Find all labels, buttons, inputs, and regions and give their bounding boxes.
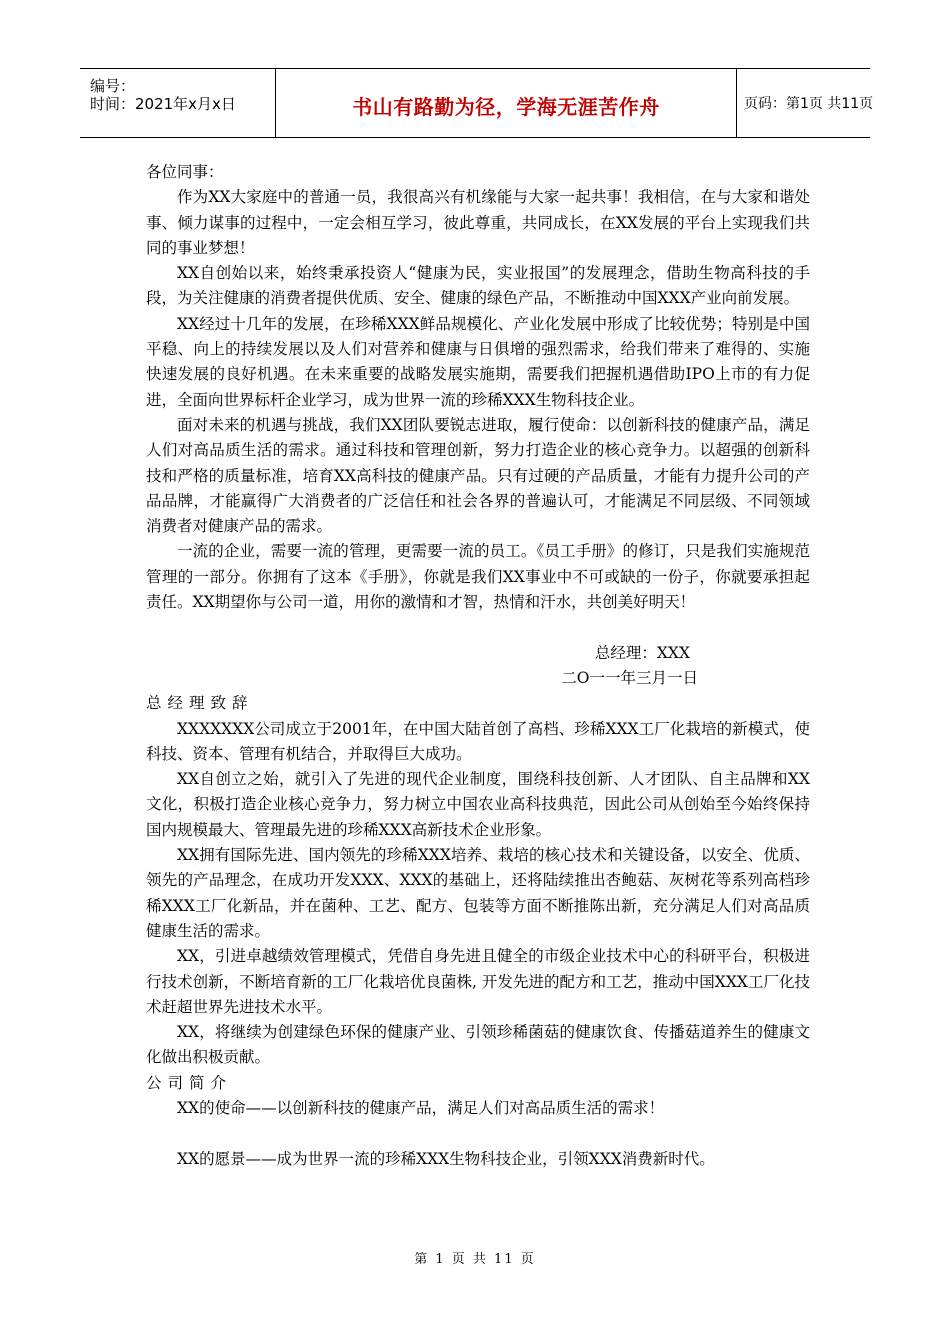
letter-paragraph: 面对未来的机遇与挑战，我们XX团队要锐志进取，履行使命：以创新科技的健康产品，满足人们对高品质生活的需求。通过科技和管理创新，努力打造企业的核心竞争力。以超强的创新科技和严格的质量标准，培育XX高科技的健康产品。只有过硬的产品质量，才能有力提升公司的产品品牌，才能赢得广大消费者的广泛信任和社会各界的普遍认可，才能满足不同层级、不同领域消费者对健康产品的需求。 bbox=[146, 415, 810, 536]
speech-paragraph: XX，引进卓越绩效管理模式，凭借自身先进且健全的市级企业技术中心的科研平台，积极进行技术创新，不断培育新的工厂化栽培优良菌株, 开发先进的配方和工艺，推动中国XXX工厂化技术赶超世界先进技术水平。 bbox=[146, 947, 810, 1016]
speech-paragraph: XXXXXXX公司成立于2001年，在中国大陆首创了高档、珍稀XXX工厂化栽培的新模式，使科技、资本、管理有机结合，并取得巨大成功。 bbox=[146, 719, 810, 763]
letter-paragraph: 一流的企业，需要一流的管理，更需要一流的员工。《员工手册》的修订，只是我们实施规范管理的一部分。你拥有了这本《手册》，你就是我们XX事业中不可或缺的一份子，你就要承担起责任。XX期望你与公司一道，用你的激情和才智，热情和汗水，共创美好明天！ bbox=[146, 542, 810, 612]
letter-date: 二O一一年三月一日 bbox=[561, 668, 698, 687]
header-left-cell bbox=[80, 69, 275, 137]
speech-paragraph: XX，将继续为创建绿色环保的健康产业、引领珍稀菌菇的健康饮食、传播菇道养生的健康文化做出积极贡献。 bbox=[146, 1023, 810, 1067]
page-header bbox=[80, 68, 874, 138]
document-number-label: 编号： bbox=[90, 77, 136, 95]
letter-signature: 总经理：XXX bbox=[594, 643, 690, 662]
page-footer: 第 1 页 共 11 页 bbox=[414, 1252, 536, 1267]
letter-greeting: 各位同事： bbox=[146, 163, 224, 181]
header-motto: 书山有路勤为径，学海无涯苦作舟 bbox=[352, 95, 660, 119]
header-page-info: 页码：第1页 共11页 bbox=[744, 96, 874, 112]
blank-line bbox=[146, 615, 810, 640]
speech-paragraph: XX自创立之始，就引入了先进的现代企业制度，围绕科技创新、人才团队、自主品牌和XX文化，积极打造企业核心竞争力，努力树立中国农业高科技典范，因此公司从创始至今始终保持国内规模最大、管理最先进的珍稀XXX高新技术企业形象。 bbox=[146, 770, 810, 839]
letter-paragraph: 作为XX大家庭中的普通一员，我很高兴有机缘能与大家一起共事！我相信，在与大家和谐处事、倾力谋事的过程中，一定会相互学习，彼此尊重，共同成长，在XX发展的平台上实现我们共同的事业梦想！ bbox=[146, 188, 810, 257]
company-mission: XX的使命——以创新科技的健康产品，满足人们对高品质生活的需求！ bbox=[177, 1098, 665, 1117]
document-body bbox=[146, 160, 810, 1172]
blank-line bbox=[146, 1121, 810, 1146]
company-vision: XX的愿景——成为世界一流的珍稀XXX生物科技企业，引领XXX消费新时代。 bbox=[177, 1149, 715, 1168]
section-title-speech: 总经理致辞 bbox=[146, 694, 254, 713]
header-center-cell bbox=[275, 69, 737, 137]
section-title-company-intro: 公司简介 bbox=[146, 1073, 233, 1092]
letter-paragraph: XX经过十几年的发展，在珍稀XXX鲜品规模化、产业化发展中形成了比较优势；特别是中国平稳、向上的持续发展以及人们对营养和健康与日俱增的强烈需求，给我们带来了难得的、实施快速发展的良好机遇。在未来重要的战略发展实施期，需要我们把握机遇借助IPO上市的有力促进，全面向世界标杆企业学习，成为世界一流的珍稀XXX生物科技企业。 bbox=[146, 314, 810, 409]
speech-paragraph: XX拥有国际先进、国内领先的珍稀XXX培养、栽培的核心技术和关键设备，以安全、优质、领先的产品理念，在成功开发XXX、XXX的基础上，还将陆续推出杏鲍菇、灰树花等系列高档珍稀XXX工厂化新品，并在菌种、工艺、配方、包装等方面不断推陈出新，充分满足人们对高品质健康生活的需求。 bbox=[146, 846, 810, 940]
letter-paragraph: XX自创始以来，始终秉承投资人“健康为民，实业报国”的发展理念，借助生物高科技的手段，为关注健康的消费者提供优质、安全、健康的绿色产品，不断推动中国XXX产业向前发展。 bbox=[146, 264, 810, 308]
document-time-label: 时间：2021年x月x日 bbox=[90, 95, 236, 113]
header-right-cell bbox=[736, 69, 874, 137]
